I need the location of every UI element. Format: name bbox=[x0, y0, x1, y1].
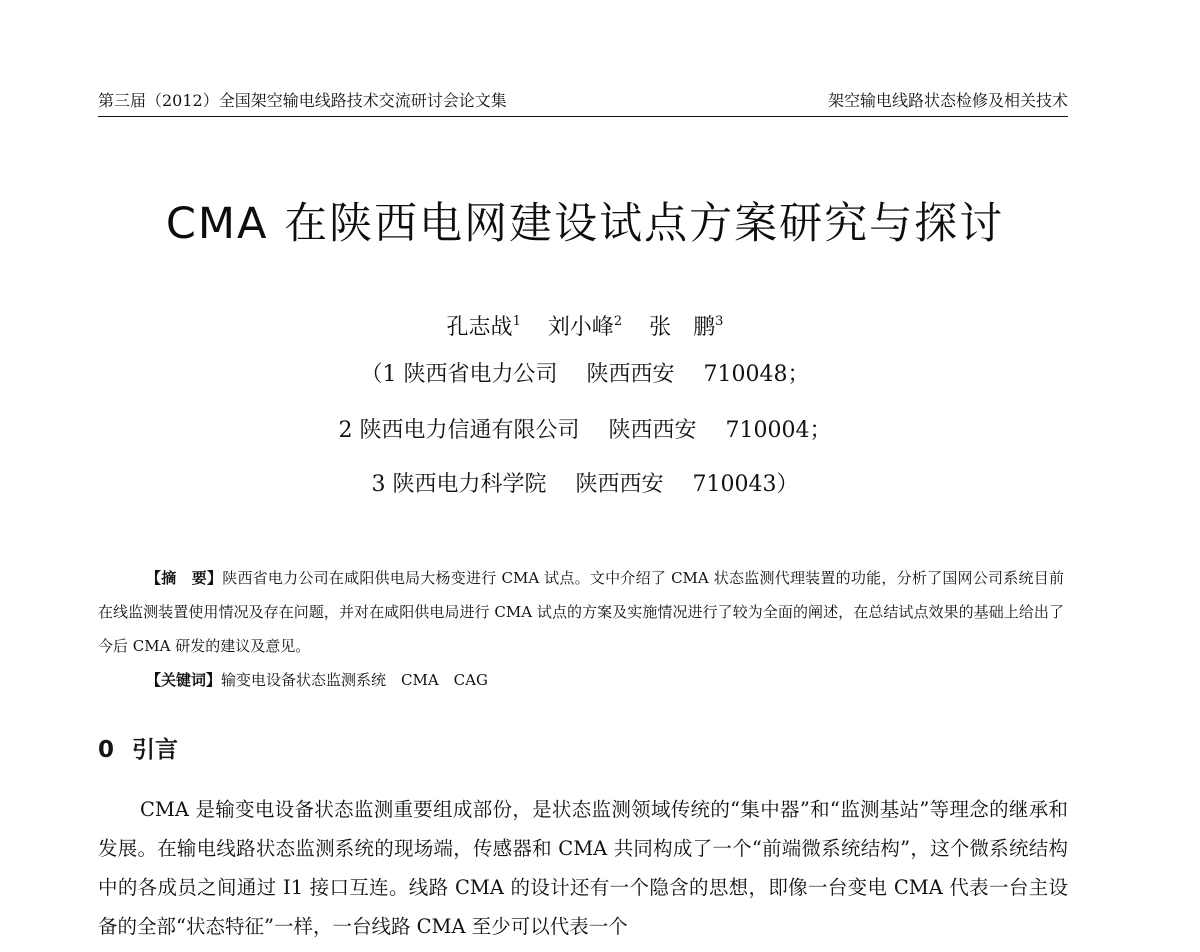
body-text bbox=[98, 790, 1068, 946]
affiliation-zip: 710004； bbox=[725, 418, 832, 443]
author-1 bbox=[447, 315, 521, 340]
author-affiliation-mark: 1 bbox=[512, 314, 521, 329]
affiliation-zip: 710048； bbox=[703, 362, 810, 387]
affiliation-3 bbox=[0, 465, 1170, 505]
body-paragraph: CMA 是输变电设备状态监测重要组成部份，是状态监测领域传统的“集中器”和“监测基站”等理念的继承和发展。在输电线路状态监测系统的现场端，传感器和 CMA 共同构成了一个“前端微系统结构”，这个微系统结构中的各成员之间通过 I1 接口互连。线路 CMA 的设计还有一个隐含的思想，即像一台变电 CMA 代表一台主设备的全部“状态特征”一样，一台线路 CMA 至少可以代表一个 bbox=[98, 798, 1068, 938]
header-proceedings-title: 第三届（2012）全国架空输电线路技术交流研讨会论文集 bbox=[98, 91, 507, 110]
affiliation-zip: 710043） bbox=[692, 472, 799, 497]
keywords bbox=[98, 663, 1064, 697]
running-header bbox=[98, 88, 1068, 117]
affiliation-city: 陕西西安 bbox=[608, 418, 697, 443]
author-name: 刘小峰 bbox=[547, 315, 614, 340]
affiliation-org: 陕西省电力公司 bbox=[403, 362, 558, 387]
header-section-title: 架空输电线路状态检修及相关技术 bbox=[827, 91, 1068, 110]
affiliation-city: 陕西西安 bbox=[586, 362, 675, 387]
affiliation-city: 陕西西安 bbox=[575, 472, 664, 497]
abstract-text: 陕西省电力公司在咸阳供电局大杨变进行 CMA 试点。文中介绍了 CMA 状态监测代理装置的功能，分析了国网公司系统目前在线监测装置使用情况及存在问题，并对在咸阳供电局进行 CMA 试点的方案及实施情况进行了较为全面的阐述，在总结试点效果的基础上给出了今后 CMA 研发的建议及意见。 bbox=[98, 569, 1064, 655]
section-number: 0 bbox=[98, 737, 115, 763]
affiliation-2 bbox=[0, 411, 1170, 451]
affiliation-org: 陕西电力科学院 bbox=[392, 472, 547, 497]
author-affiliation-mark: 3 bbox=[715, 314, 724, 329]
affiliation-1 bbox=[0, 355, 1170, 395]
author-name: 孔志战 bbox=[446, 315, 513, 340]
author-2 bbox=[548, 315, 622, 340]
section-heading bbox=[98, 730, 178, 770]
keywords-text: 输变电设备状态监测系统 CMA CAG bbox=[221, 671, 488, 689]
affiliation-prefix: 2 bbox=[338, 418, 353, 443]
affiliation-prefix: （1 bbox=[360, 362, 397, 387]
abstract bbox=[98, 561, 1064, 663]
affiliation-prefix: 3 bbox=[371, 472, 386, 497]
author-name: 张 鹏 bbox=[649, 315, 716, 340]
keywords-label: 【关键词】 bbox=[146, 671, 222, 689]
abstract-label: 【摘 要】 bbox=[146, 569, 223, 587]
abstract-block bbox=[98, 561, 1064, 697]
section-title: 引言 bbox=[132, 737, 179, 763]
paper-title: CMA 在陕西电网建设试点方案研究与探讨 bbox=[165, 199, 1005, 249]
author-3 bbox=[649, 315, 723, 340]
author-affiliation-mark: 2 bbox=[613, 314, 623, 329]
author-list bbox=[0, 302, 1170, 348]
affiliation-org: 陕西电力信通有限公司 bbox=[359, 418, 580, 443]
